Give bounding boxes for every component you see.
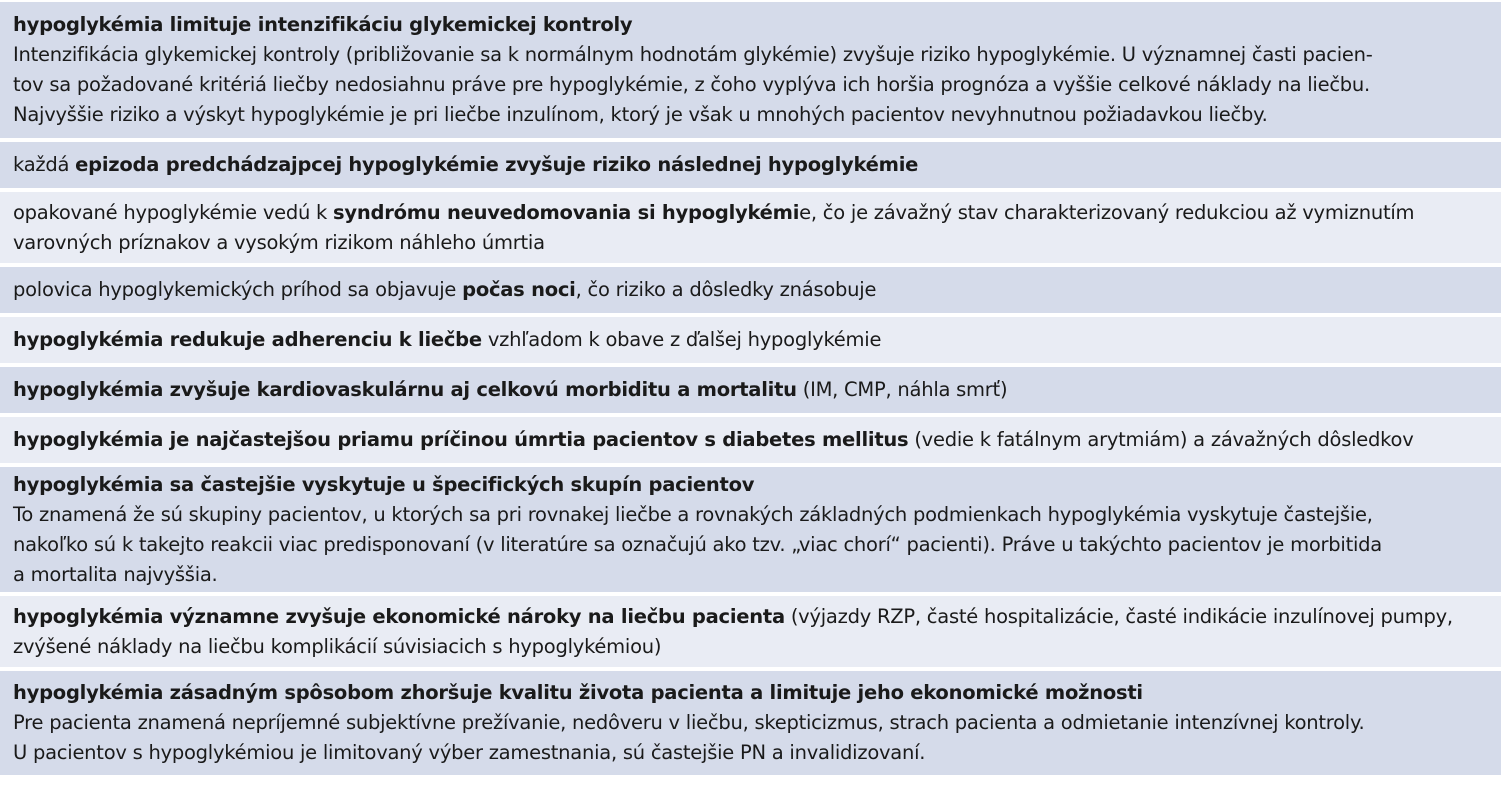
table-row bbox=[0, 2, 1501, 138]
table-row bbox=[0, 671, 1501, 775]
row-emphasis: hypoglykémia je najčastejšou priamu príčinou úmrtia pacientov s diabetes mellitus bbox=[13, 428, 909, 451]
row-emphasis: počas noci bbox=[462, 278, 576, 301]
row-text-line: Najvyššie riziko a výskyt hypoglykémie je pri liečbe inzulínom, ktorý je však u mnohých pacientov nevyhnutnou požiadavkou liečby. bbox=[13, 103, 1268, 126]
row-text-line: To znamená že sú skupiny pacientov, u ktorých sa pri rovnakej liečbe a rovnakých základných podmienkach hypoglykémia vyskytuje častejšie, bbox=[13, 502, 1373, 526]
row-text: (IM, CMP, náhla smrť) bbox=[796, 378, 1008, 401]
row-text-line: zvýšené náklady na liečbu komplikácií súvisiacich s hypoglykémiou) bbox=[13, 634, 662, 658]
row-text: opakované hypoglykémie vedú k bbox=[13, 200, 334, 224]
row-heading: hypoglykémia sa častejšie vyskytuje u špecifických skupín pacientov bbox=[13, 472, 755, 496]
table-row bbox=[0, 317, 1501, 363]
table-row bbox=[0, 596, 1501, 667]
row-text-line: nakoľko sú k takejto reakcii viac predisponovaní (v literatúre sa označujú ako tzv. „viac chorí“ pacienti). Práve u takýchto pacientov je morbitida bbox=[13, 532, 1382, 556]
row-text: polovica hypoglykemických príhod sa objavuje bbox=[13, 278, 463, 301]
row-text: (výjazdy RZP, časté hospitalizácie, časté indikácie inzulínovej pumpy, bbox=[784, 604, 1453, 628]
row-text-line: U pacientov s hypoglykémiou je limitovaný výber zamestnania, sú častejšie PN a invalidizovaní. bbox=[13, 741, 926, 764]
row-emphasis: hypoglykémia redukuje adherenciu k liečbe bbox=[13, 328, 482, 351]
row-heading: hypoglykémia zásadným spôsobom zhoršuje kvalitu života pacienta a limituje jeho ekonomické možnosti bbox=[13, 681, 1143, 704]
row-emphasis: syndrómu neuvedomovania si hypoglykémi bbox=[333, 200, 800, 224]
row-text-line: a mortalita najvyššia. bbox=[13, 562, 218, 586]
row-emphasis: hypoglykémia zvyšuje kardiovaskulárnu aj celkovú morbiditu a mortalitu bbox=[13, 378, 797, 401]
row-emphasis: hypoglykémia významne zvyšuje ekonomické nároky na liečbu pacienta bbox=[13, 604, 785, 628]
row-text-line: varovných príznakov a vysokým rizikom náhleho úmrtia bbox=[13, 230, 545, 254]
row-text: (vedie k fatálnym arytmiám) a závažných dôsledkov bbox=[908, 428, 1414, 451]
table-row bbox=[0, 417, 1501, 463]
row-text: každá bbox=[13, 153, 76, 176]
row-text-line: tov sa požadované kritériá liečby nedosiahnu práve pre hypoglykémie, z čoho vyplýva ich horšia prognóza a vyššie celkové náklady na liečbu. bbox=[13, 73, 1370, 96]
row-emphasis: epizoda predchádzajpcej hypoglykémie zvyšuje riziko následnej hypoglykémie bbox=[75, 153, 919, 176]
table-row bbox=[0, 367, 1501, 413]
row-heading: hypoglykémia limituje intenzifikáciu glykemickej kontroly bbox=[13, 13, 633, 36]
row-text-line: Intenzifikácia glykemickej kontroly (približovanie sa k normálnym hodnotám glykémie) zvyšuje riziko hypoglykémie. U významnej časti pacien- bbox=[13, 43, 1373, 66]
table-row bbox=[0, 142, 1501, 188]
row-text: e, čo je závažný stav charakterizovaný redukciou až vymiznutím bbox=[799, 200, 1415, 224]
row-text: , čo riziko a dôsledky znásobuje bbox=[575, 278, 877, 301]
table-row bbox=[0, 267, 1501, 313]
row-text: vzhľadom k obave z ďalšej hypoglykémie bbox=[481, 328, 882, 351]
row-text-line: Pre pacienta znamená nepríjemné subjektívne prežívanie, nedôveru v liečbu, skepticizmus, strach pacienta a odmietanie intenzívnej kontroly. bbox=[13, 711, 1365, 734]
table-row bbox=[0, 192, 1501, 263]
table-row bbox=[0, 467, 1501, 592]
